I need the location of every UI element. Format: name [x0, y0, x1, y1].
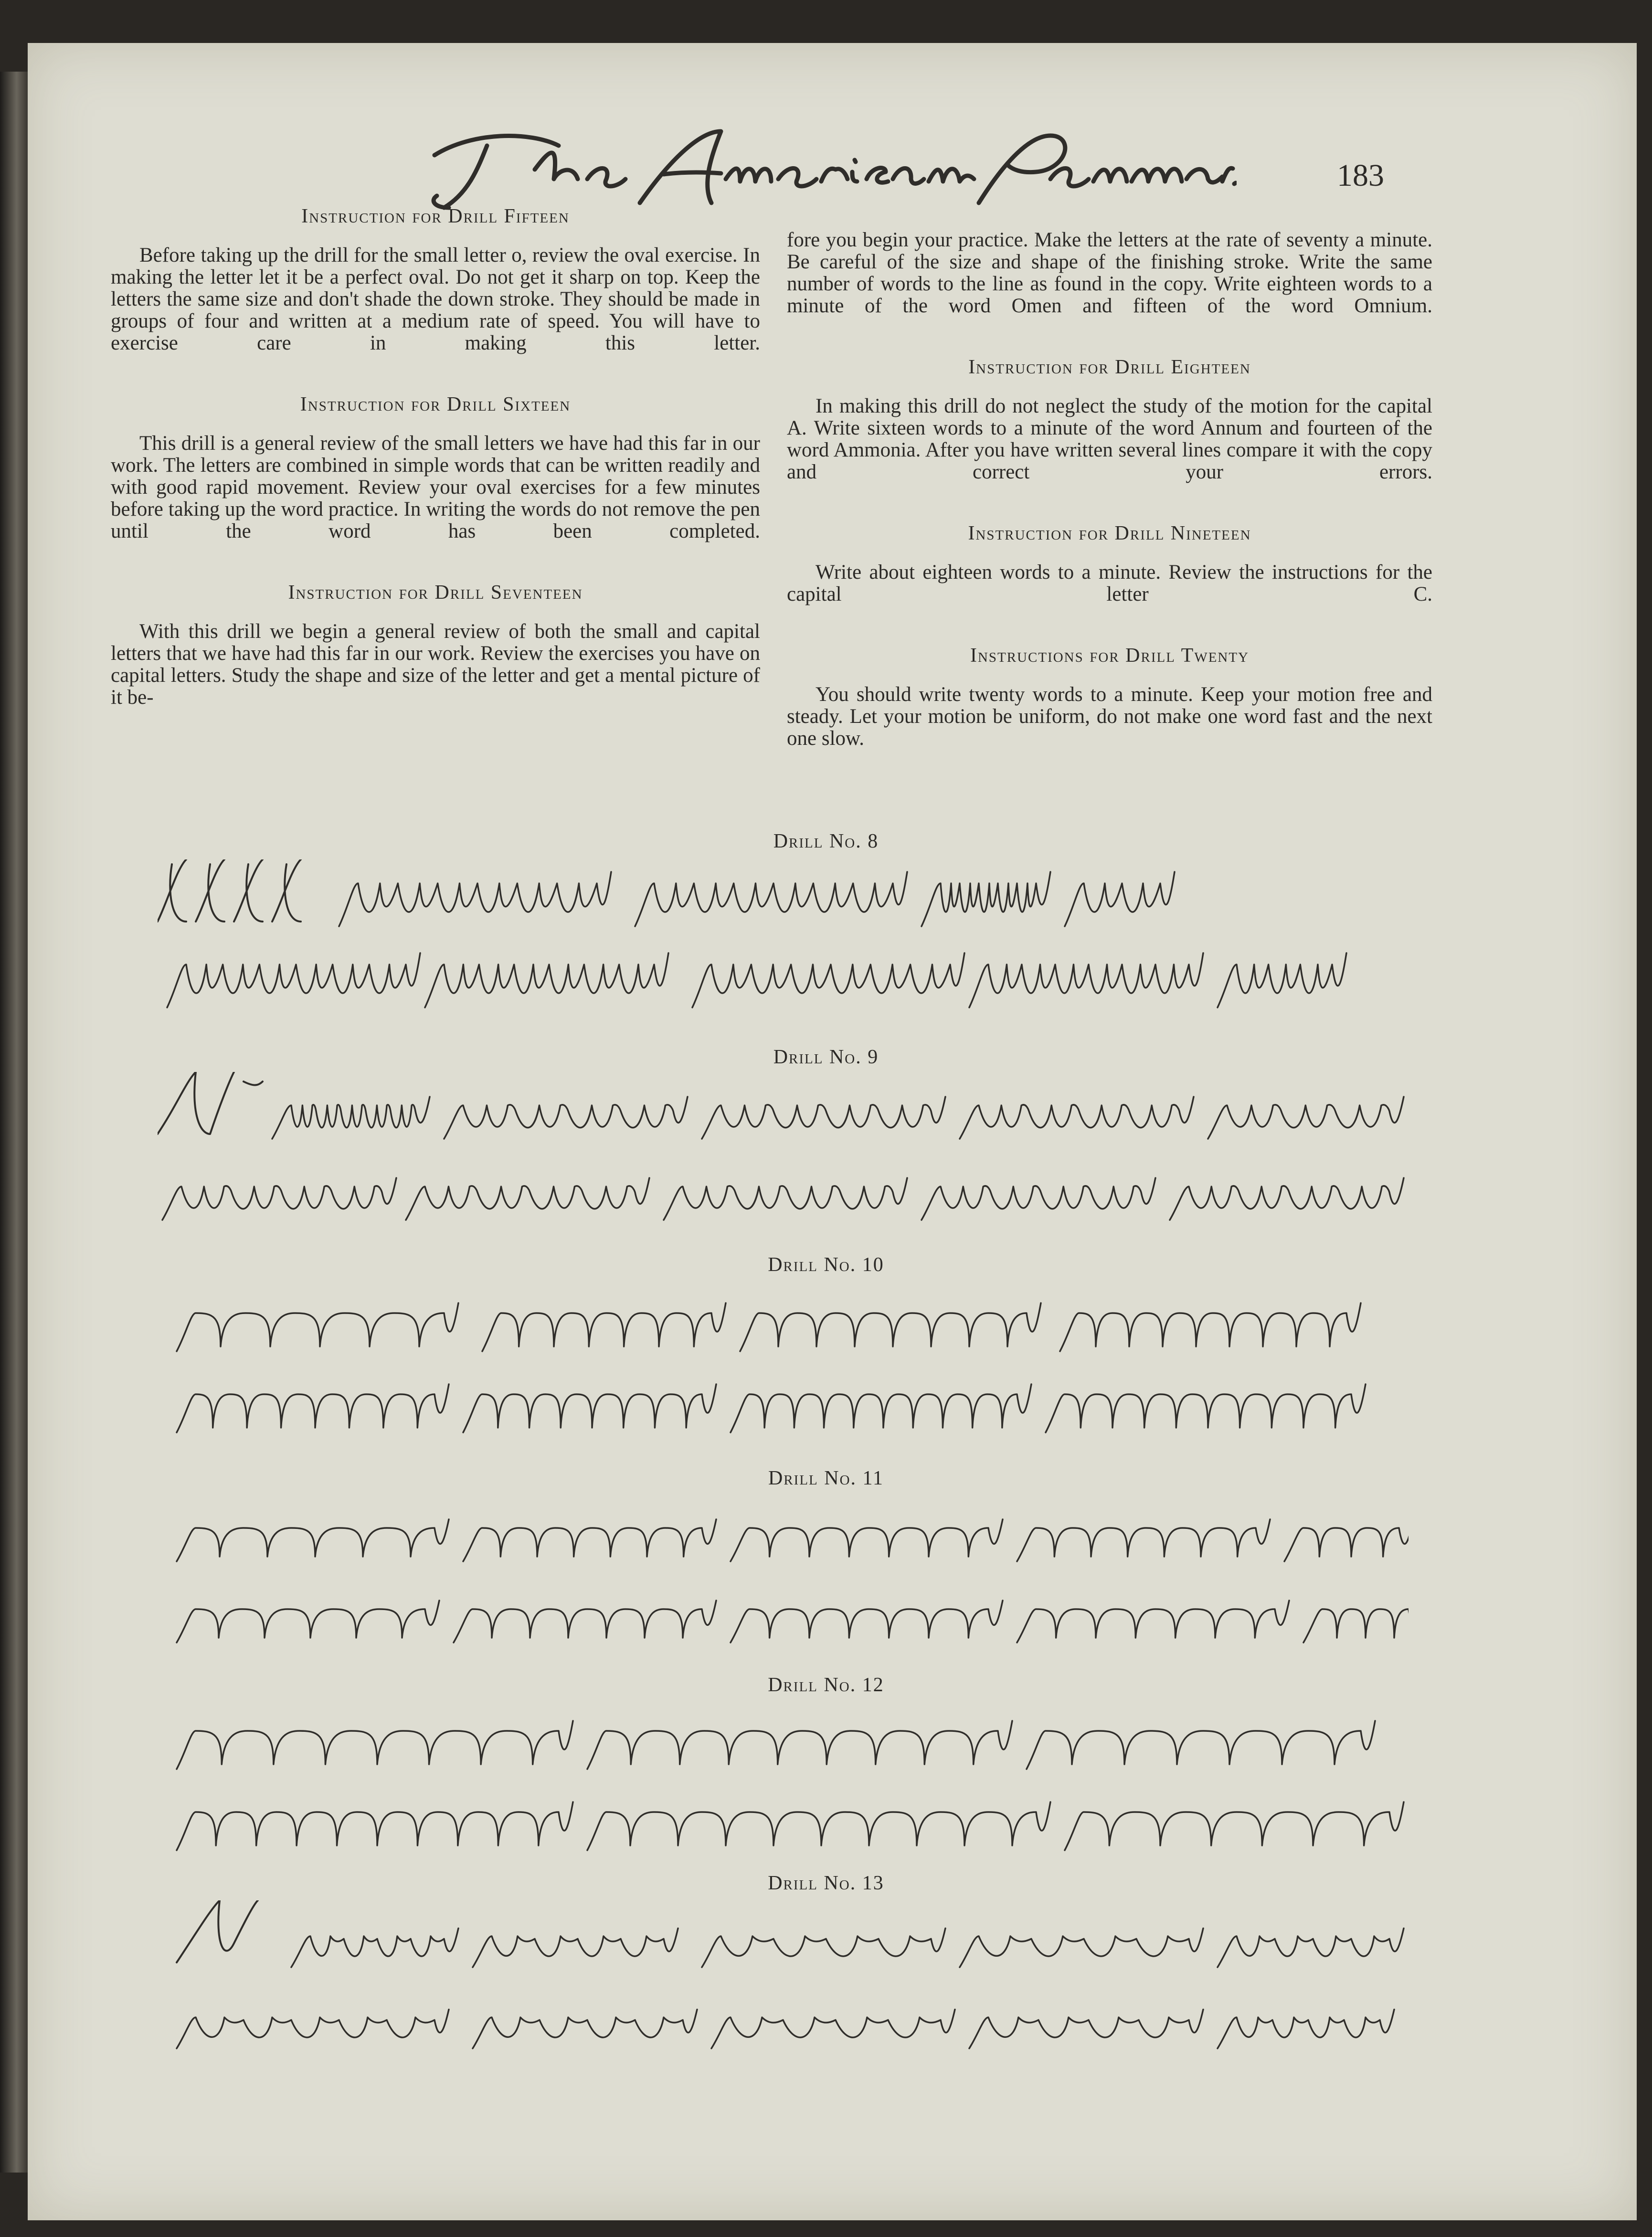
right-column [787, 229, 1432, 750]
script-letter-group [635, 872, 907, 926]
script-letter-group [702, 1097, 945, 1139]
script-letter-group [692, 953, 964, 1007]
script-letter-group [731, 1601, 1003, 1643]
script-letter-group [969, 953, 1203, 1007]
paragraph: Write about eighteen words to a minute. Review the instructions for the capital letter C. [787, 561, 1432, 605]
left-column [111, 205, 760, 709]
script-letter-group [702, 1929, 945, 1968]
script-letter-group [731, 1519, 1003, 1561]
script-letter-group [1065, 1802, 1404, 1850]
script-letter-group [960, 1097, 1194, 1139]
script-letter-group [473, 1929, 678, 1968]
capital-letter-stroke [177, 1900, 258, 1962]
script-letter-group [1017, 1601, 1289, 1643]
section-heading: Instruction for Drill Fifteen [301, 205, 570, 227]
script-letter-group [1218, 1929, 1404, 1968]
script-letter-group [1208, 1097, 1404, 1139]
script-letter-group [463, 1384, 716, 1432]
drill-9-script [158, 1072, 1408, 1230]
script-letter-group [731, 1384, 1031, 1432]
script-letter-group [587, 1721, 1012, 1769]
script-letter-group [960, 1929, 1203, 1968]
script-letter-group [1060, 1303, 1361, 1351]
section-heading: Instruction for Drill Nineteen [968, 522, 1251, 544]
section-heading: Instruction for Drill Seventeen [288, 582, 583, 604]
script-letter-group [463, 1519, 716, 1561]
paragraph: With this drill we begin a general review of both the small and capital letters that we have had this far in our work. Review the exercises you have on capital letters. Study the shape and size of the letter and get a mental picture of it be- [111, 620, 760, 709]
section-heading: Instruction for Drill Sixteen [300, 393, 571, 415]
paragraph: You should write twenty words to a minute. Keep your motion free and steady. Let your motion be uniform, do not make one word fast and the next one slow. [787, 683, 1432, 750]
script-letter-group [740, 1303, 1041, 1351]
drill-12-script [158, 1702, 1408, 1860]
drill-10-script [158, 1284, 1408, 1442]
drill-title: Drill No. 8 [773, 830, 879, 852]
paragraph: Before taking up the drill for the small letter o, review the oval exercise. In making the letter let it be a perfect oval. Do not get it sharp on top. Keep the letters the same size and don't shade the down stroke. They should be made in groups of four and written at a medium rate of speed. You will have to exercise care in making this letter. [111, 244, 760, 354]
drill-title: Drill No. 10 [768, 1254, 884, 1276]
paragraph: This drill is a general review of the small letters we have had this far in our work. The letters are combined in simple words that can be written readily and with good rapid movement. Review your oval exercises for a few minutes before taking up the word practice. In writing the words do not remove the pen until the word has been completed. [111, 432, 760, 542]
page-number: 183 [1337, 158, 1384, 193]
script-letter-group [454, 1601, 716, 1643]
capital-letter-stroke [158, 1072, 263, 1134]
paragraph: In making this drill do not neglect the study of the motion for the capital A. Write sixteen words to a minute of the word Annum and fourteen of the word Ammonia. After you have written several lines compare it with the copy and correct your errors. [787, 395, 1432, 483]
drill-title: Drill No. 13 [768, 1872, 884, 1894]
script-letter-group [1284, 1519, 1408, 1561]
capital-letter-stroke [158, 859, 301, 922]
script-letter-group [406, 1178, 649, 1220]
script-letter-group [711, 2010, 955, 2049]
script-letter-group [177, 2010, 449, 2049]
script-letter-group [473, 2010, 697, 2049]
script-letter-group [425, 953, 668, 1007]
script-letter-group [1218, 953, 1346, 1007]
script-letter-group [1046, 1384, 1366, 1432]
drill-8-script [158, 859, 1408, 1017]
script-letter-group [1218, 2010, 1394, 2049]
script-letter-group [1027, 1721, 1375, 1769]
script-letter-group [482, 1303, 726, 1351]
script-letter-group [921, 1178, 1155, 1220]
script-letter-group [587, 1802, 1050, 1850]
drill-11-script [158, 1495, 1408, 1652]
script-letter-group [177, 1384, 449, 1432]
script-letter-group [1017, 1519, 1270, 1561]
script-letter-group [444, 1097, 688, 1139]
script-letter-group [177, 1601, 439, 1643]
script-letter-group [272, 1097, 430, 1139]
section-heading: Instruction for Drill Eighteen [968, 356, 1251, 378]
script-letter-group [921, 872, 1050, 926]
book-binding-edge [0, 72, 28, 2173]
script-letter-group [177, 1519, 449, 1561]
script-letter-group [1065, 872, 1175, 926]
script-letter-group [1303, 1601, 1408, 1643]
section-heading: Instructions for Drill Twenty [970, 645, 1250, 667]
script-letter-group [177, 1721, 573, 1769]
script-letter-group [162, 1178, 396, 1220]
drill-title: Drill No. 9 [773, 1046, 879, 1068]
paragraph: fore you begin your practice. Make the letters at the rate of seventy a minute. Be careful of the size and shape of the finishing stroke. Write the same number of words to the line as found in the copy. Write eighteen words to a minute of the word Omen and fifteen of the word Omnium. [787, 229, 1432, 317]
script-letter-group [177, 1303, 458, 1351]
script-letter-group [177, 1802, 573, 1850]
script-letter-group [339, 872, 611, 926]
script-letter-group [1170, 1178, 1404, 1220]
script-letter-group [664, 1178, 907, 1220]
script-letter-group [167, 953, 420, 1007]
script-letter-group [969, 2010, 1203, 2049]
drill-title: Drill No. 11 [768, 1467, 884, 1489]
drill-13-script [158, 1900, 1408, 2058]
script-letter-group [291, 1929, 458, 1968]
drill-title: Drill No. 12 [768, 1674, 884, 1696]
